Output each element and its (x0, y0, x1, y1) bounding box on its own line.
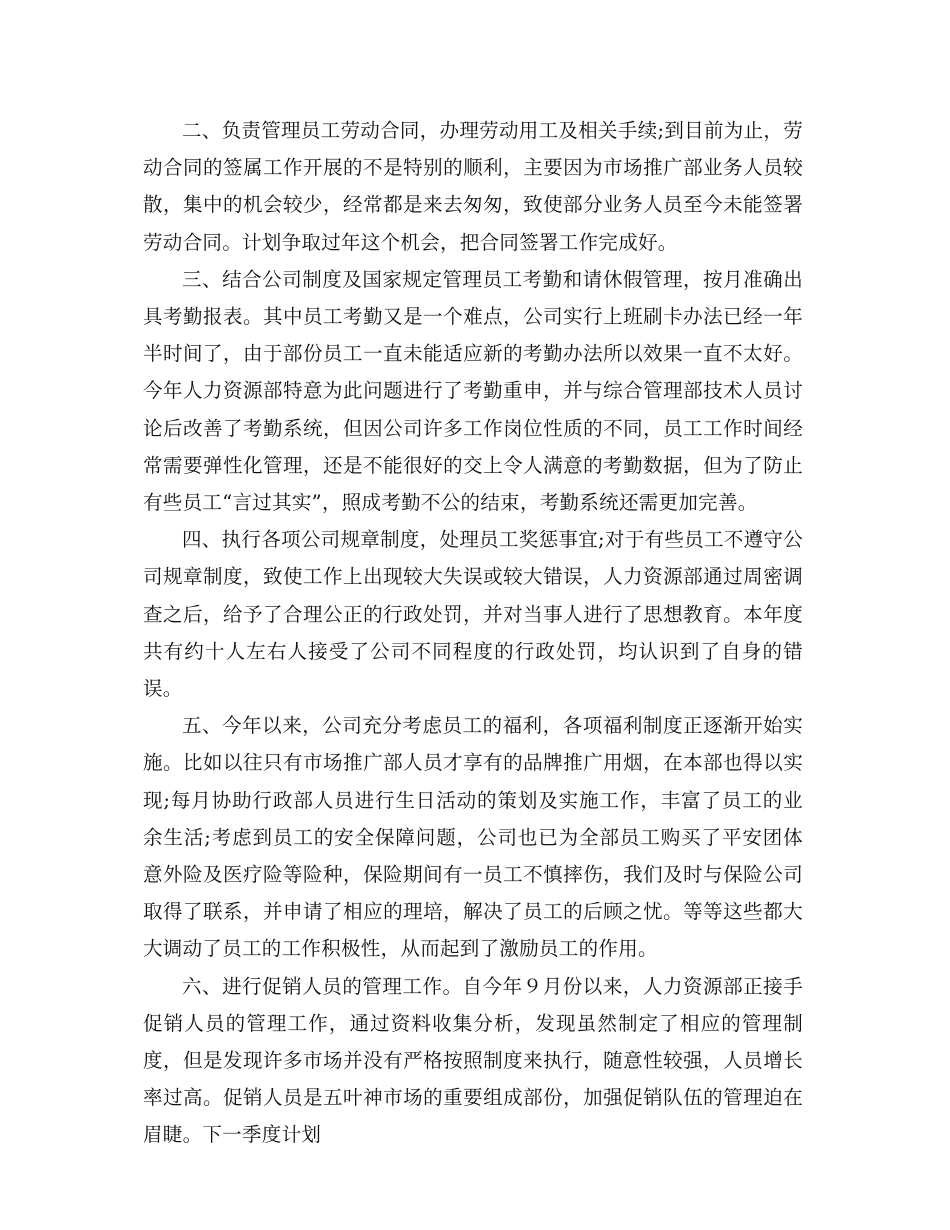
paragraph-promoter-management: 六、进行促销人员的管理工作。自今年９月份以来，人力资源部正接手促销人员的管理工作，通过资料收集分析，发现虽然制定了相应的管理制度，但是发现许多市场并没有严格按照制度来执行，随意性较强，人员增长率过高。促销人员是五叶神市场的重要组成部份，加强促销队伍的管理迫在眉睫。下一季度计划 (143, 974, 803, 1147)
paragraph-rules-discipline: 四、执行各项公司规章制度，处理员工奖惩事宜;对于有些员工不遵守公司规章制度，致使工作上出现较大失误或较大错误，人力资源部通过周密调查之后，给予了合理公正的行政处罚，并对当事人进行了思想教育。本年度共有约十人左右人接受了公司不同程度的行政处罚，均认识到了自身的错误。 (143, 528, 803, 701)
paragraph-attendance-management: 三、结合公司制度及国家规定管理员工考勤和请休假管理，按月准确出具考勤报表。其中员工考勤又是一个难点，公司实行上班刷卡办法已经一年半时间了，由于部份员工一直未能适应新的考勤办法所以效果一直不太好。今年人力资源部特意为此问题进行了考勤重申，并与综合管理部技术人员讨论后改善了考勤系统，但因公司许多工作岗位性质的不同，员工工作时间经常需要弹性化管理，还是不能很好的交上令人满意的考勤数据，但为了防止有些员工“言过其实”，照成考勤不公的结束，考勤系统还需更加完善。 (143, 267, 803, 515)
document-body (143, 112, 803, 1154)
paragraph-contract-management: 二、负责管理员工劳动合同，办理劳动用工及相关手续;到目前为止，劳动合同的签属工作开展的不是特别的顺利，主要因为市场推广部业务人员较散，集中的机会较少，经常都是来去匆匆，致使部分业务人员至今未能签署劳动合同。计划争取过年这个机会，把合同签署工作完成好。 (143, 119, 803, 254)
paragraph-employee-welfare: 五、今年以来，公司充分考虑员工的福利，各项福利制度正逐渐开始实施。比如以往只有市场推广部人员才享有的品牌推广用烟，在本部也得以实现;每月协助行政部人员进行生日活动的策划及实施工作，丰富了员工的业余生活;考虑到员工的安全保障问题，公司也已为全部员工购买了平安团体意外险及医疗险等险种，保险期间有一员工不慎摔伤，我们及时与保险公司取得了联系，并申请了相应的理培，解决了员工的后顾之忧。等等这些都大大调动了员工的工作积极性，从而起到了激励员工的作用。 (143, 714, 803, 961)
